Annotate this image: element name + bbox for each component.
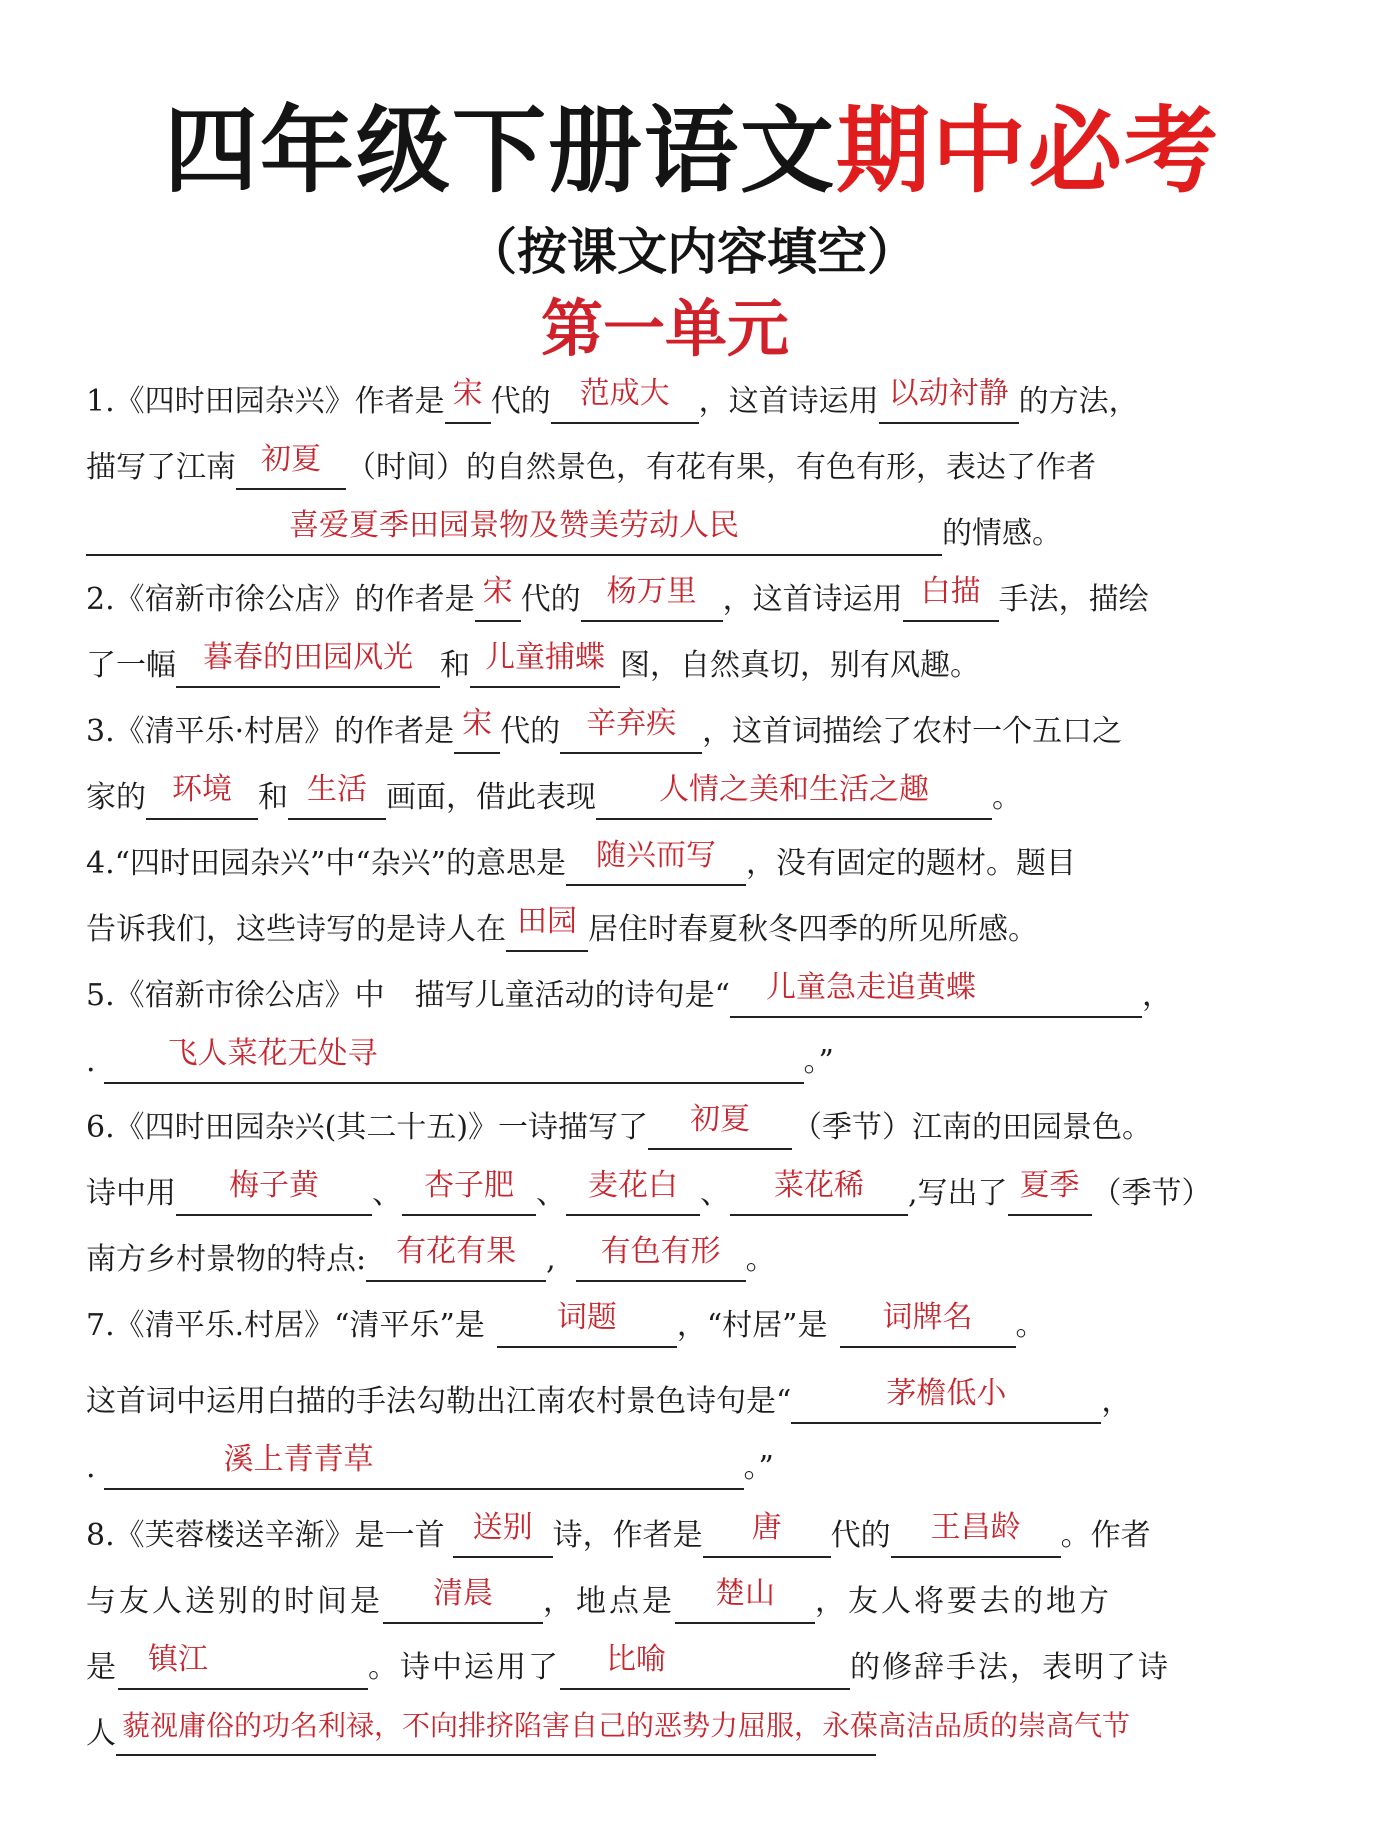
answer: 飞人菜花无处寻	[167, 1036, 378, 1071]
question-4-line-2: 告诉我们，这些诗写的是诗人在 田园 居住时春夏秋冬四季的所见所感。	[86, 908, 1346, 952]
blank	[551, 376, 699, 424]
blank	[903, 574, 999, 622]
answer: 人情之美和生活之趣	[659, 772, 929, 807]
blank	[596, 772, 992, 820]
question-8-line-4: 人 藐视庸俗的功名利禄，不向排挤陷害自己的恶势力屈服，永葆高洁品质的崇高气节	[86, 1712, 1346, 1756]
title-red-part: 期中必考	[836, 97, 1221, 206]
question-6-line-2: 诗中用 梅子黄 、 杏子肥 、 麦花白 、 菜花稀 ,写出了 夏季 （季节）	[86, 1172, 1346, 1216]
blank	[453, 1510, 553, 1558]
blank	[176, 640, 440, 688]
answer: 宋	[452, 376, 483, 411]
question-4-line-1: 4.“四时田园杂兴”中“杂兴”的意思是 随兴而写 ，没有固定的题材。题目	[86, 842, 1346, 886]
blank	[560, 1642, 850, 1690]
answer: 田园	[517, 904, 577, 939]
blank	[176, 1168, 372, 1216]
blank	[648, 1102, 792, 1150]
blank	[116, 1709, 1131, 1756]
answer: 随兴而写	[595, 838, 716, 873]
blank	[366, 1234, 546, 1282]
answer: 词题	[556, 1300, 617, 1335]
answer: 儿童急走追黄蝶	[765, 970, 976, 1005]
answer: 白描	[920, 574, 981, 609]
answer: 有色有形	[600, 1234, 721, 1269]
answer: 有花有果	[396, 1234, 517, 1269]
question-6-line-1: 6.《四时田园杂兴(其二十五)》一诗描写了 初夏 （季节）江南的田园景色。	[86, 1106, 1346, 1150]
blank	[104, 1036, 804, 1084]
unit-heading: 第一单元	[540, 292, 789, 365]
blank	[146, 772, 258, 820]
answer: 镇江	[148, 1642, 208, 1677]
page-title	[0, 96, 1384, 209]
answer: 词牌名	[882, 1300, 973, 1335]
question-1-line-1: 1.《四时田园杂兴》作者是 宋 代的 范成大 ，这首诗运用 以动衬静 的方法，	[86, 380, 1346, 424]
answer: 儿童捕蝶	[485, 640, 605, 675]
blank	[236, 442, 346, 490]
blank	[879, 376, 1019, 424]
blank	[703, 1510, 831, 1558]
question-6-line-3: 南方乡村景物的特点: 有花有果 , 有色有形 。	[86, 1238, 1346, 1282]
answer: 溪上青青草	[223, 1442, 374, 1477]
blank	[402, 1168, 536, 1216]
answer: 喜爱夏季田园景物及赞美劳动人民	[289, 508, 739, 543]
page-subtitle: （按课文内容填空）	[467, 223, 917, 281]
answer: 麦花白	[588, 1168, 678, 1203]
title-black-part: 四年级下册语文	[163, 97, 836, 206]
answer: 送别	[472, 1510, 533, 1545]
answer: 宋	[482, 574, 513, 609]
answer: 杨万里	[606, 574, 697, 609]
blank	[118, 1642, 368, 1690]
answer: 清晨	[433, 1576, 493, 1611]
question-1-line-3: 喜爱夏季田园景物及赞美劳动人民 的情感。	[86, 512, 1346, 556]
answer: 王昌龄	[930, 1510, 1021, 1545]
blank	[383, 1576, 543, 1624]
blank	[576, 1234, 746, 1282]
question-1-line-2: 描写了江南 初夏 （时间）的自然景色，有花有果，有色有形，表达了作者	[86, 446, 1346, 490]
answer: 以动衬静	[888, 376, 1009, 411]
question-7-line-2: 这首词中运用白描的手法勾勒出江南农村景色诗句是“ 茅檐低小 ，	[86, 1380, 1346, 1424]
blank	[1008, 1168, 1092, 1216]
answer: 比喻	[606, 1642, 666, 1677]
answer: 初夏	[690, 1102, 751, 1137]
blank	[445, 376, 491, 424]
question-8-line-1: 8.《芙蓉楼送辛渐》是一首 送别 诗，作者是 唐 代的 王昌龄 。作者	[86, 1514, 1346, 1558]
question-7-line-1: 7.《清平乐.村居》“清平乐”是 词题 ，“村居”是 词牌名 。	[86, 1304, 1346, 1348]
question-7-line-3: . 溪上青青草 。”	[86, 1446, 1346, 1490]
blank	[730, 1168, 908, 1216]
answer: 梅子黄	[229, 1168, 319, 1203]
blank	[891, 1510, 1061, 1558]
question-2-line-1: 2.《宿新市徐公店》的作者是 宋 代的 杨万里 ，这首诗运用 白描 手法，描绘	[86, 578, 1346, 622]
answer: 暮春的田园风光	[203, 640, 413, 675]
answer: 宋	[462, 706, 493, 741]
question-8-line-3: 是 镇江 。诗中运用了 比喻 的修辞手法，表明了诗	[86, 1646, 1346, 1690]
blank	[497, 1300, 677, 1348]
answer: 菜花稀	[774, 1168, 864, 1203]
answer: 楚山	[715, 1576, 775, 1611]
blank	[840, 1300, 1016, 1348]
blank	[288, 772, 386, 820]
blank	[104, 1442, 744, 1490]
answer: 杏子肥	[424, 1168, 514, 1203]
blank	[506, 904, 588, 952]
blank	[566, 1168, 700, 1216]
blank	[675, 1576, 815, 1624]
question-2-line-2: 了一幅 暮春的田园风光 和 儿童捕蝶 图，自然真切，别有风趣。	[86, 644, 1346, 688]
answer: 辛弃疾	[586, 706, 677, 741]
answer: 范成大	[579, 376, 670, 411]
blank	[86, 508, 942, 556]
blank	[730, 970, 1142, 1018]
answer: 茅檐低小	[886, 1376, 1007, 1411]
answer: 藐视庸俗的功名利禄，不向排挤陷害自己的恶势力屈服，永葆高洁品质的崇高气节	[122, 1709, 1131, 1742]
question-3-line-1: 3.《清平乐·村居》的作者是 宋 代的 辛弃疾 ，这首词描绘了农村一个五口之	[86, 710, 1346, 754]
question-5-line-1: 5.《宿新市徐公店》中 描写儿童活动的诗句是“ 儿童急走追黄蝶 ，	[86, 974, 1346, 1018]
answer: 环境	[172, 772, 232, 807]
blank	[566, 838, 746, 886]
blank	[454, 706, 500, 754]
answer: 唐	[751, 1510, 782, 1545]
answer: 生活	[307, 772, 367, 807]
blank	[470, 640, 620, 688]
answer: 夏季	[1019, 1168, 1080, 1203]
question-3-line-2: 家的 环境 和 生活 画面，借此表现 人情之美和生活之趣 。	[86, 776, 1346, 820]
question-8-line-2: 与友人送别的时间是 清晨 ，地点是 楚山 ，友人将要去的地方	[86, 1580, 1346, 1624]
blank	[475, 574, 521, 622]
blank	[791, 1376, 1101, 1424]
blank	[581, 574, 723, 622]
answer: 初夏	[261, 442, 321, 477]
question-5-line-2: . 飞人菜花无处寻 。”	[86, 1040, 1346, 1084]
blank	[560, 706, 702, 754]
